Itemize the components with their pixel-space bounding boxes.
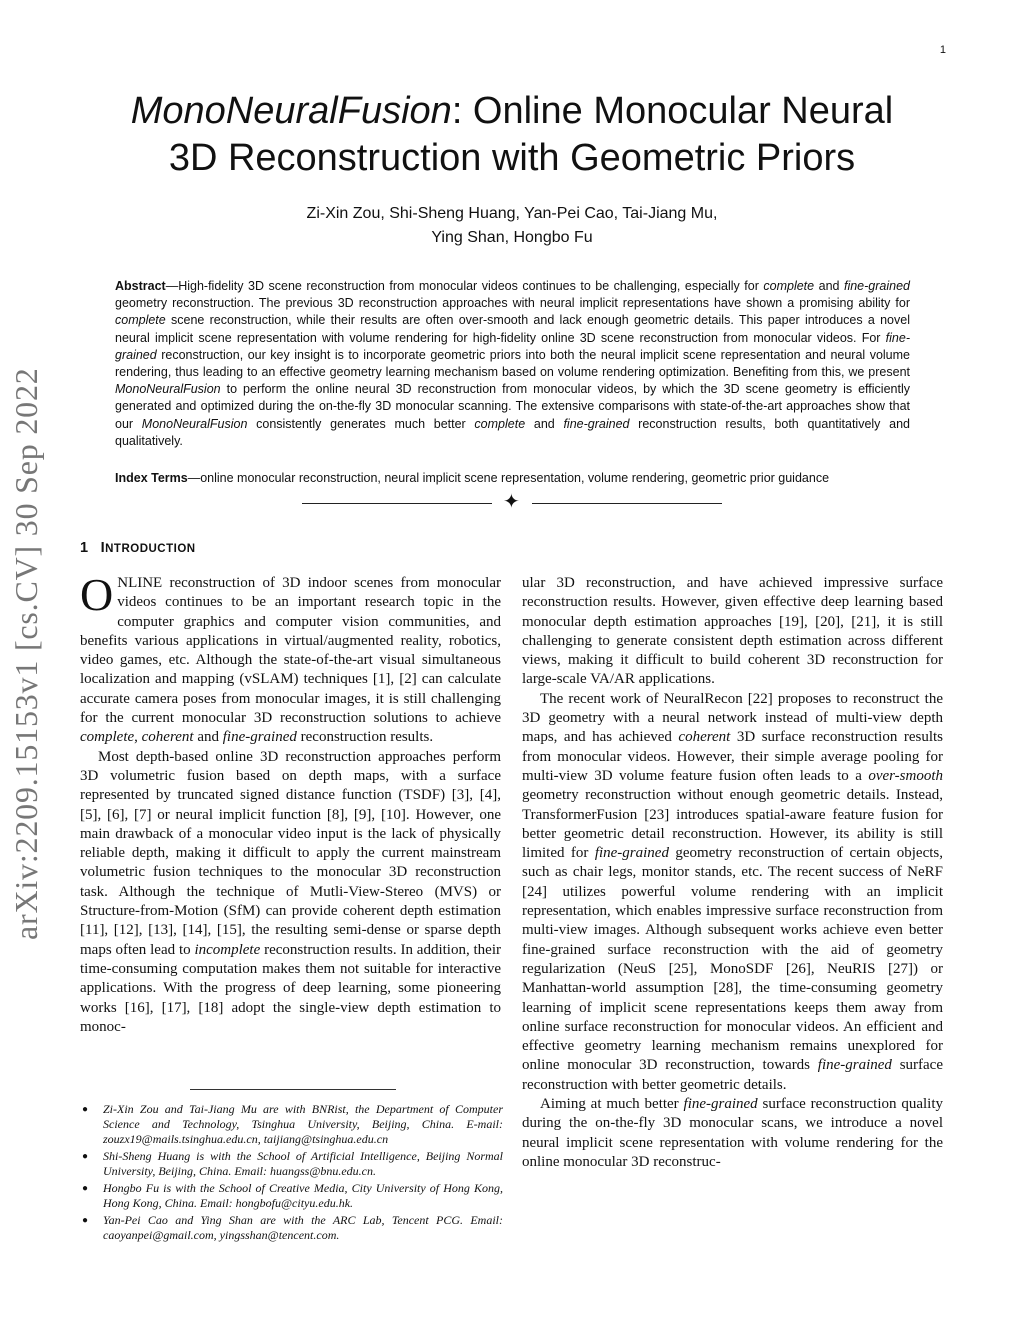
paragraph-text: , <box>134 729 142 746</box>
paragraph-text: reconstruction of 3D indoor scenes from monocular videos continues to be an important research topic in the computer graphics and computer vision communities, and benefits various applications in virtual/augmented reality, robotics, video games, etc. Although the state-of-the-art visual simultaneous localization and mapping (vSLAM) techniques [1], [2] can calculate accurate camera poses from monocular images, it is still challenging for the current monocular 3D reconstruction solutions to achieve <box>80 575 501 727</box>
paragraph-text: reconstruction results. In addition, their time-consuming computation makes them not suitable for interactive applications. With the progress of deep learning, some pioneering works [16], [17], [18] adopt the single-view depth estimation to monoc- <box>80 941 502 1035</box>
bullet-icon: ● <box>82 1104 89 1115</box>
title-line-1 <box>90 88 934 135</box>
abstract-text: reconstruction, our key insight is to incorporate geometric priors into both the neural implicit scene representation and neural volume rendering, thus leading to an effective geometry learning mechanism based on volume rendering optimization. Benefiting from this, we present <box>115 347 910 380</box>
bullet-icon: ● <box>82 1151 89 1163</box>
abstract-emphasis: complete <box>115 313 166 328</box>
paragraph <box>80 748 501 1037</box>
paragraph-text: reconstruction results. <box>296 729 434 746</box>
paragraph-text: geometry reconstruction without enough geometric details. Instead, TransformerFusion [23] introduces spatial-aware feature fusion for better geometric detail reconstruction. However, its ability is still limited for <box>522 787 943 862</box>
title-method-name: MonoNeuralFusion <box>130 90 452 132</box>
abstract-text: consistently generates much better <box>247 416 475 431</box>
emphasis: complete <box>80 729 135 746</box>
section-number: 1 <box>80 540 89 556</box>
abstract-text: scene reconstruction, while their results are often over-smooth and lack enough geometric details. This paper introduces a novel neural implicit scene representation with volume rendering for high-fidelity online 3D scene reconstruction from monocular videos. For <box>115 313 910 345</box>
abstract-emphasis: complete <box>474 416 526 431</box>
index-terms-text: —online monocular reconstruction, neural implicit scene representation, volume rendering, geometric prior guidance <box>187 471 830 485</box>
right-column <box>522 574 943 1172</box>
left-column <box>80 569 502 1037</box>
footnote-item <box>80 1181 503 1211</box>
emphasis: over-smooth <box>868 767 943 784</box>
separator-line-right <box>532 503 722 504</box>
abstract-text: —High-fidelity 3D scene reconstruction from monocular videos continues to be challenging, especially for <box>165 279 764 293</box>
arxiv-stamp: arXiv:2209.15153v1 [cs.CV] 30 Sep 2022 <box>8 367 44 940</box>
section-title-rest: NTRODUCTION <box>105 543 196 555</box>
authors-line-2: Ying Shan, Hongbo Fu <box>431 229 593 246</box>
author-list <box>150 202 874 250</box>
separator-line-left <box>302 503 492 504</box>
paper-title <box>90 88 934 182</box>
page-number: 1 <box>939 44 946 56</box>
abstract <box>115 278 910 450</box>
paragraph-text: The recent work of NeuralRecon [22] proposes to reconstruct the 3D geometry with a neural network instead of multi-view depth maps, and has achieved <box>522 690 943 746</box>
paragraph: ular 3D reconstruction, and have achieved impressive surface reconstruction results. However, given effective deep learning based monocular depth estimation approaches [19], [20], [21], it is still challenging to generate consistent depth estimation across different views, making it difficult to build coherent 3D reconstruction for large-scale VA/AR applications. <box>522 575 943 688</box>
paragraph-text: surface reconstruction quality during the on-the-fly 3D monocular scans, we introduce a novel neural implicit scene representation with volume rendering for the online monocular 3D reconstruc- <box>522 1096 943 1170</box>
section-title-initial: I <box>100 540 106 556</box>
footnote-text: Shi-Sheng Huang is with the School of Artificial Intelligence, Beijing Normal University, Beijing, China. Email: huangss@bnu.edu.cn. <box>103 1149 503 1179</box>
index-terms <box>115 470 910 487</box>
title-line-1-rest: : Online Monocular Neural <box>451 90 894 132</box>
emphasis: fine-grained <box>817 1057 892 1074</box>
paragraph-text: Aiming at much better <box>540 1096 684 1113</box>
abstract-label: Abstract <box>115 279 166 293</box>
affiliation-footnotes <box>80 1102 503 1245</box>
footnote-rule <box>190 1089 396 1090</box>
paragraph-text: 3D surface reconstruction results from monocular videos. However, their simple average pooling for multi-view 3D volume feature fusion often leads to a <box>522 729 943 784</box>
abstract-emphasis: fine-grained <box>115 330 910 362</box>
paragraph-text: geometry reconstruction of certain objects, such as chair legs, monitor stands, etc. The recent success of NeRF [24] utilizes powerful volume rendering with an implicit representation, which enables impressive surface reconstruction from multi-view images. Although subsequent works achieve even better fine-grained surface reconstruction with the aid of geometry regularization (NeuS [25], MonoSDF [26], NeuRIS [27]) or Manhattan-world assumption [28], the time-consuming geometry learning of implicit scene representations keeps them away from online surface reconstruction for monocular videos. An efficient and effective geometry learning mechanism remains unexplored for online monocular 3D reconstruction, towards <box>522 845 943 1074</box>
bullet-icon: ● <box>82 1183 89 1195</box>
footnote-text: Yan-Pei Cao and Ying Shan are with the ARC Lab, Tencent PCG. Email: caoyanpei@gmail.com, yingsshan@tencent.com. <box>103 1212 503 1243</box>
emphasis: coherent <box>141 729 194 746</box>
abstract-emphasis: complete <box>763 279 815 293</box>
title-line-2: 3D Reconstruction with Geometric Priors <box>168 137 856 179</box>
footnote-item <box>80 1149 503 1179</box>
abstract-text: geometry reconstruction. The previous 3D reconstruction approaches with neural implicit representations have shown a promising ability for <box>115 296 910 311</box>
footnote-item <box>80 1213 503 1243</box>
drop-cap: O <box>80 569 114 620</box>
abstract-emphasis: MonoNeuralFusion <box>141 416 248 431</box>
abstract-emphasis: fine-grained <box>563 416 630 431</box>
paragraph <box>522 690 943 1095</box>
footnote-text: Zi-Xin Zou and Tai-Jiang Mu are with BNRist, the Department of Computer Science and Technology, Tsinghua University, Beijing, China. E-mail: zouzx19@mails.tsinghua.edu.cn, taijiang@tsinghua.edu.cn <box>103 1102 503 1147</box>
abstract-text: and <box>814 279 844 293</box>
abstract-text: to perform the online neural 3D reconstruction from monocular videos, by which the 3D scene geometry is efficiently generated and optimized during the on-the-fly 3D monocular scanning. The extensive comparisons with state-of-the-art approaches show that our <box>115 382 910 431</box>
abstract-emphasis: fine-grained <box>843 279 910 293</box>
emphasis: incomplete <box>194 941 261 958</box>
emphasis: coherent <box>678 729 731 746</box>
paragraph-text: surface reconstruction with better geometric details. <box>522 1057 943 1093</box>
index-terms-label: Index Terms <box>115 471 188 485</box>
footnote-text: Hongbo Fu is with the School of Creative Media, City University of Hong Kong, Hong Kong, China. Email: hongbofu@cityu.edu.hk. <box>103 1181 503 1211</box>
separator-diamond-icon: ✦ <box>503 491 520 513</box>
emphasis: fine-grained <box>222 729 297 746</box>
paragraph <box>522 1095 943 1172</box>
section-heading <box>80 540 196 556</box>
bullet-icon: ● <box>82 1214 89 1226</box>
footnote-item <box>80 1102 503 1148</box>
abstract-emphasis: MonoNeuralFusion <box>115 382 221 397</box>
paragraph-text: Most depth-based online 3D reconstruction approaches perform 3D volumetric fusion based on depth maps, with a surface represented by truncated signed distance function (TSDF) [3], [4], [5], [6], [7] or neural implicit function [8], [9], [10]. However, one main drawback of a monocular video input is the lack of physically reliable depth, making it difficult to apply the current mainstream volumetric fusion techniques to the monocular 3D reconstruction task. Although the technique of Mutli-View-Stereo (MVS) or Structure-from-Motion (SfM) can provide coherent depth estimation [11], [12], [13], [14], [15], the resulting semi-dense or sparse depth maps often lead to <box>80 748 501 958</box>
emphasis: fine-grained <box>683 1096 758 1113</box>
smallcaps-lead: NLINE <box>117 575 163 591</box>
paragraph <box>80 569 501 748</box>
abstract-text: reconstruction results, both quantitatively and qualitatively. <box>115 416 910 448</box>
emphasis: fine-grained <box>594 845 669 862</box>
paragraph-text: and <box>193 729 223 746</box>
authors-line-1: Zi-Xin Zou, Shi-Sheng Huang, Yan-Pei Cao, Tai-Jiang Mu, <box>306 205 718 222</box>
abstract-text: and <box>525 416 564 431</box>
